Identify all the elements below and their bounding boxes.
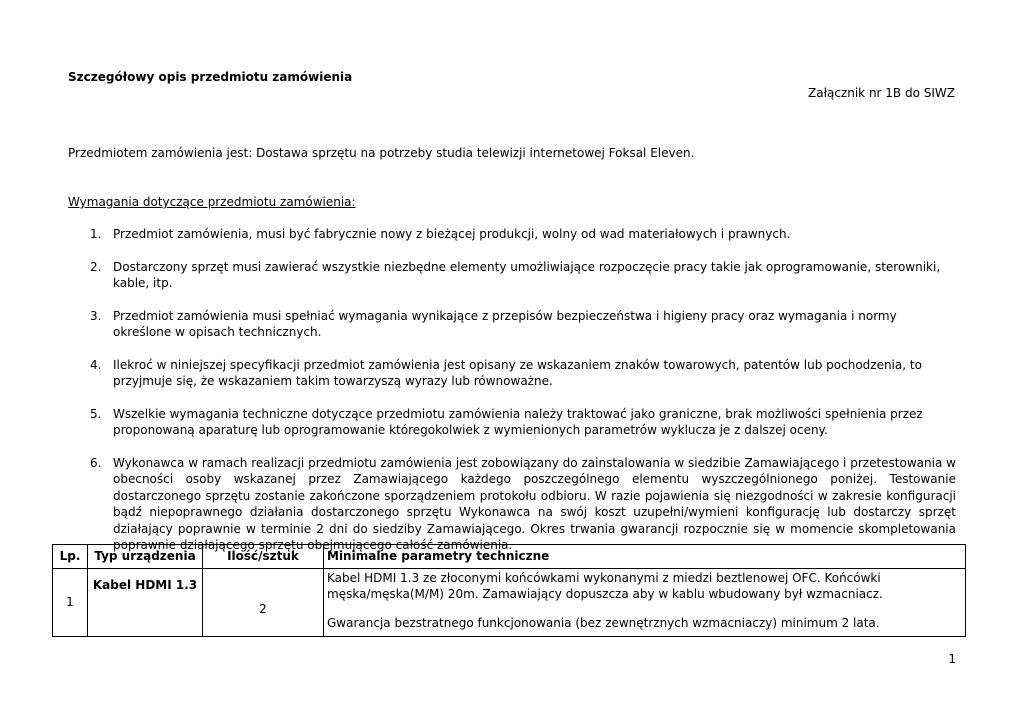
table-header-row	[53, 545, 966, 569]
header-lp: Lp.	[53, 545, 88, 569]
requirement-text: Wykonawca w ramach realizacji przedmiotu zamówienia jest zobowiązany do zainstalowania w siedzibie Zamawiającego i przetestowania w obecności osoby wskazanej przez Zamawiającego każdego poszczególnego elementu wyszczególnionego poniżej. Testowanie dostarczonego sprzętu zostanie zakończone sporządzeniem protokołu odbioru. W razie pojawienia się niezgodności w zakresie konfiguracji bądź niepoprawnego działania dostarczonego sprzętu Wykonawca na swój koszt uzupełni/wymieni konfigurację lub dostarczy sprzęt działający poprawnie w terminie 2 dni do siedziby Zamawiającego. Okres trwania gwarancji rozpocznie się w momencie skompletowania poprawnie działającego sprzętu obejmującego całość zamówienia.	[113, 455, 956, 552]
document-title: Szczegółowy opis przedmiotu zamówienia	[68, 70, 353, 84]
header-qty: Ilość/sztuk	[203, 545, 324, 569]
header-params: Minimalne parametry techniczne	[324, 545, 966, 569]
requirement-text: Ilekroć w niniejszej specyfikacji przedmiot zamówienia jest opisany ze wskazaniem znaków towarowych, patentów lub pochodzenia, to przyjmuje się, że wskazaniem takim towarzyszą wyrazy lub równoważne.	[113, 357, 922, 388]
equipment-table	[52, 544, 966, 637]
requirement-number: 3.	[90, 308, 102, 323]
requirement-item	[68, 406, 956, 439]
requirement-item	[68, 455, 956, 554]
requirement-text: Przedmiot zamówienia, musi być fabrycznie nowy z bieżącej produkcji, wolny od wad materiałowych i prawnych.	[113, 227, 791, 241]
requirement-item	[68, 357, 956, 390]
requirement-number: 4.	[90, 357, 102, 372]
cell-qty: 2	[203, 569, 324, 637]
attachment-label: Załącznik nr 1B do SIWZ	[808, 86, 955, 100]
requirements-list	[68, 226, 956, 570]
requirement-number: 5.	[90, 406, 102, 421]
page-number: 1	[948, 652, 956, 666]
header-type: Typ urządzenia	[88, 545, 203, 569]
requirements-heading: Wymagania dotyczące przedmiotu zamówienia:	[68, 195, 356, 209]
requirement-item	[68, 226, 956, 243]
requirement-number: 2.	[90, 259, 102, 274]
requirement-text: Wszelkie wymagania techniczne dotyczące przedmiotu zamówienia należy traktować jako graniczne, brak możliwości spełnienia przez proponowaną aparaturę lub oprogramowanie któregokolwiek z wymienionych parametrów wyklucza je z dalszej oceny.	[113, 406, 923, 437]
subject-text: Przedmiotem zamówienia jest: Dostawa sprzętu na potrzeby studia telewizji internetowej Foksal Eleven.	[68, 146, 695, 160]
cell-lp: 1	[53, 569, 88, 637]
params-description: Kabel HDMI 1.3 ze złoconymi końcówkami wykonanymi z miedzi beztlenowej OFC. Końcówki męska/męska(M/M) 20m. Zamawiający dopuszcza aby w kablu wbudowany był wzmacniacz.	[327, 571, 883, 601]
table-row	[53, 569, 966, 637]
params-warranty: Gwarancja bezstratnego funkcjonowania (bez zewnętrznych wzmacniaczy) minimum 2 lata.	[327, 616, 880, 630]
requirement-text: Przedmiot zamówienia musi spełniać wymagania wynikające z przepisów bezpieczeństwa i higieny pracy oraz wymagania i normy określone w opisach technicznych.	[113, 308, 897, 339]
cell-type: Kabel HDMI 1.3	[88, 569, 203, 637]
requirement-number: 6.	[90, 455, 102, 470]
requirement-item	[68, 259, 956, 292]
requirement-item	[68, 308, 956, 341]
requirement-number: 1.	[90, 227, 102, 241]
requirement-text: Dostarczony sprzęt musi zawierać wszystkie niezbędne elementy umożliwiające rozpoczęcie pracy takie jak oprogramowanie, sterowniki, kable, itp.	[113, 259, 941, 290]
cell-params	[324, 569, 966, 637]
